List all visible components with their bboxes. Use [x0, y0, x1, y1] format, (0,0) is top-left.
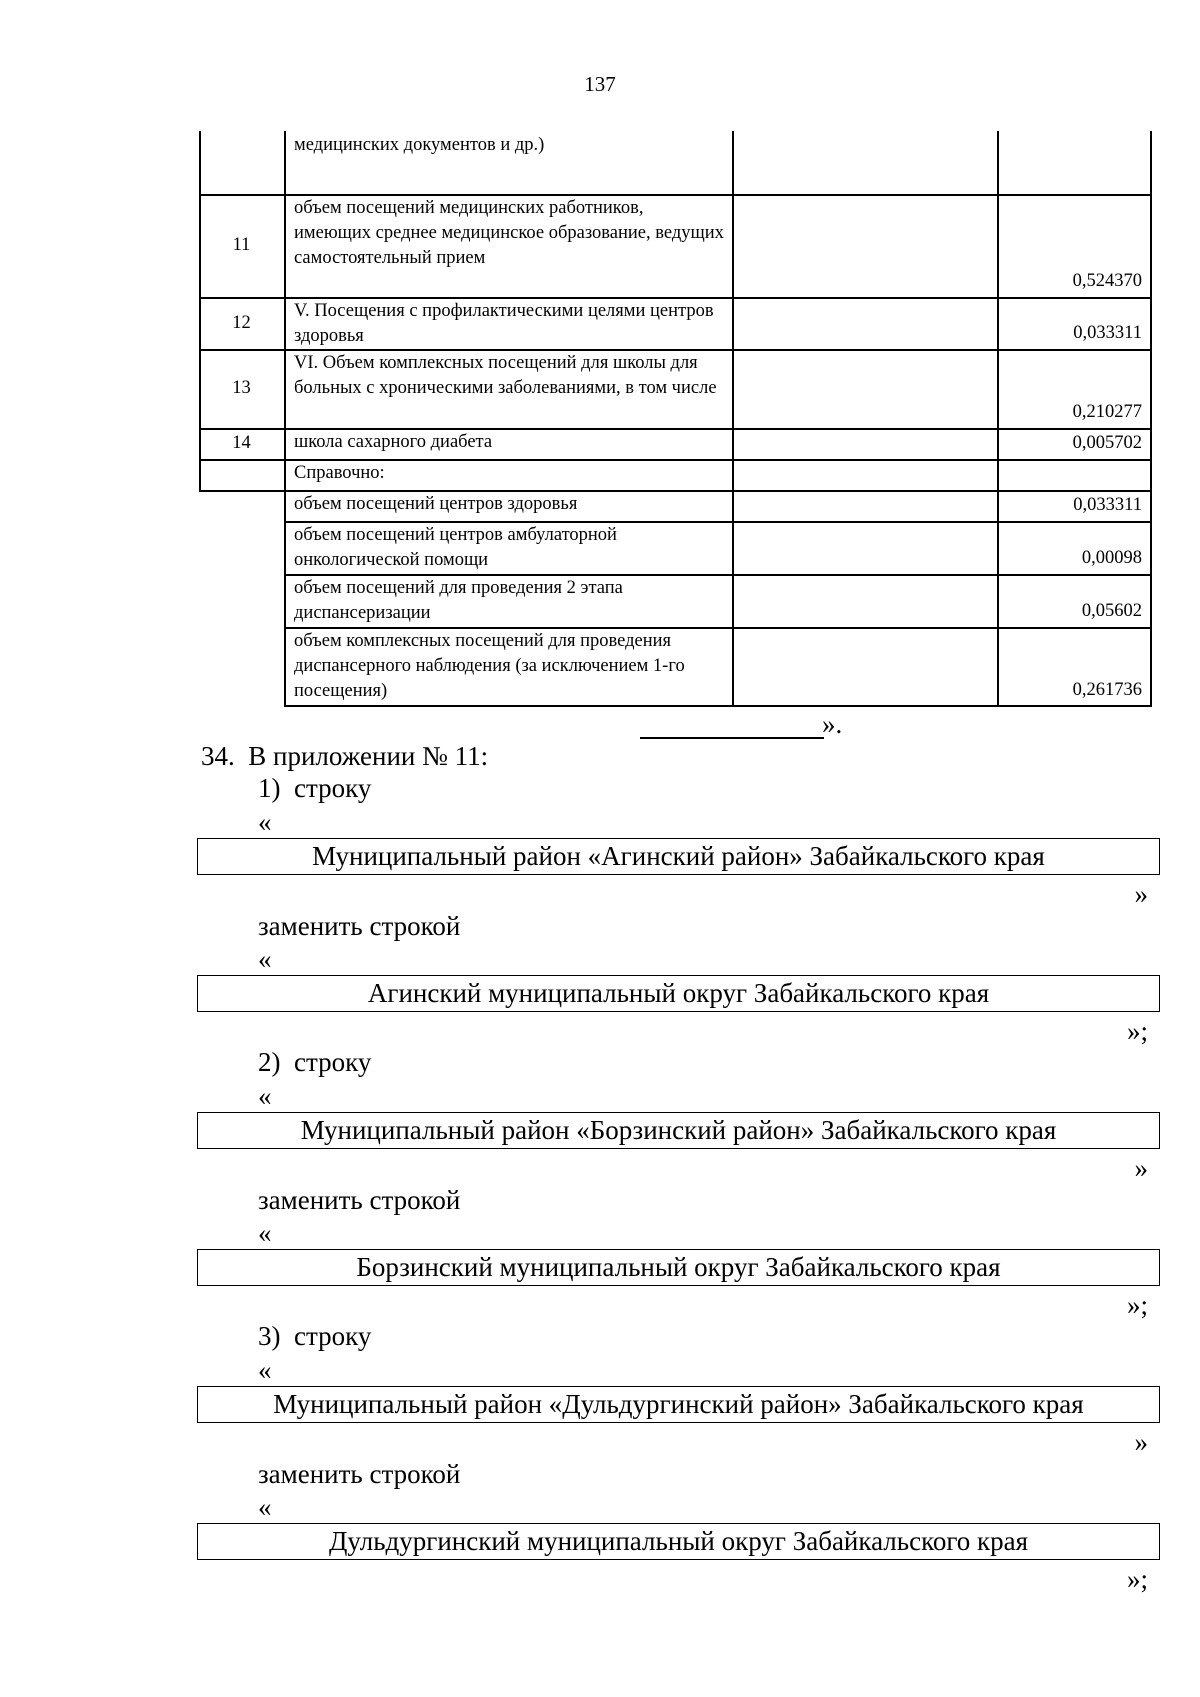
row-name: медицинских документов и др.)	[294, 135, 545, 155]
table-border	[284, 627, 1152, 629]
open-quote: «	[258, 944, 272, 974]
table-row	[199, 490, 1151, 521]
table-row	[199, 459, 1151, 490]
table-row	[199, 349, 1151, 428]
table-row	[199, 627, 1151, 706]
table-border	[199, 349, 1152, 351]
row-name: VI. Объем комплексных посещений для школы для больных с хроническими заболеваниями, в том числе	[294, 353, 717, 398]
table-row	[199, 131, 1151, 194]
close-quote: »;	[1126, 1564, 1148, 1594]
table-closing-quote: ».	[822, 709, 843, 739]
row-name: Справочно:	[294, 463, 385, 483]
section-heading: 34. В приложении № 11:	[201, 741, 489, 771]
row-value: 0,005702	[1072, 433, 1142, 453]
new-row-box: Дульдургинский муниципальный округ Забайкальского края	[197, 1523, 1160, 1560]
open-quote: «	[258, 1081, 272, 1111]
close-quote: »	[1134, 879, 1148, 909]
old-row-box: Муниципальный район «Агинский район» Забайкальского края	[197, 838, 1160, 875]
close-quote: »;	[1126, 1016, 1148, 1046]
row-value: 0,524370	[1072, 271, 1142, 291]
row-value	[997, 131, 1151, 194]
old-row-box: Муниципальный район «Борзинский район» Забайкальского края	[197, 1112, 1160, 1149]
row-value: 0,05602	[1081, 601, 1142, 621]
table-row	[199, 297, 1151, 349]
table-border	[284, 131, 286, 706]
row-number: 14	[232, 433, 251, 453]
row-name: объем комплексных посещений для проведения диспансерного наблюдения (за исключением 1-го посещения)	[294, 631, 685, 701]
close-quote: »	[1134, 1153, 1148, 1183]
table-border	[284, 705, 1152, 707]
table-border	[199, 428, 1152, 430]
signature-underline	[640, 737, 824, 739]
close-quote: »	[1134, 1427, 1148, 1457]
open-quote: «	[258, 1218, 272, 1248]
row-value	[997, 459, 1151, 490]
row-value: 0,033311	[1073, 323, 1142, 343]
table-border	[199, 490, 1152, 492]
table-border	[199, 131, 201, 490]
table-row	[199, 521, 1151, 574]
replace-label: заменить строкой	[258, 911, 461, 941]
page-number: 137	[584, 72, 616, 96]
table-row	[199, 574, 1151, 627]
open-quote: «	[258, 1355, 272, 1385]
item-label: 2) строку	[258, 1047, 372, 1077]
table-border	[284, 521, 1152, 523]
replace-label: заменить строкой	[258, 1459, 461, 1489]
close-quote: »;	[1126, 1290, 1148, 1320]
row-value: 0,210277	[1072, 402, 1142, 422]
replace-label: заменить строкой	[258, 1185, 461, 1215]
row-name: объем посещений медицинских работников, имеющих среднее медицинское образование, ведущих самостоятельный прием	[294, 198, 724, 268]
row-number	[199, 131, 284, 194]
row-name: объем посещений центров амбулаторной онкологической помощи	[294, 525, 617, 570]
old-row-box: Муниципальный район «Дульдургинский район» Забайкальского края	[197, 1386, 1160, 1423]
table-border	[997, 131, 999, 706]
row-number: 13	[232, 378, 251, 398]
row-number: 11	[232, 235, 251, 255]
table-border	[284, 574, 1152, 576]
table-border	[732, 131, 734, 706]
open-quote: «	[258, 1492, 272, 1522]
table-row	[199, 428, 1151, 459]
table-border	[199, 194, 1152, 196]
row-name: объем посещений центров здоровья	[294, 494, 578, 514]
table-border	[199, 459, 1152, 461]
row-name: V. Посещения с профилактическими целями центров здоровья	[294, 301, 714, 346]
item-label: 1) строку	[258, 773, 372, 803]
table-border	[1150, 131, 1152, 706]
row-name: школа сахарного диабета	[294, 432, 493, 452]
table-border	[199, 297, 1152, 299]
new-row-box: Борзинский муниципальный округ Забайкальского края	[197, 1249, 1160, 1286]
new-row-box: Агинский муниципальный округ Забайкальского края	[197, 975, 1160, 1012]
row-name: объем посещений для проведения 2 этапа диспансеризации	[294, 578, 623, 623]
item-label: 3) строку	[258, 1321, 372, 1351]
row-number	[199, 459, 284, 490]
row-value: 0,261736	[1072, 680, 1142, 700]
row-number: 12	[232, 312, 251, 333]
row-value: 0,033311	[1073, 495, 1142, 515]
table-row	[199, 194, 1151, 297]
row-value: 0,00098	[1081, 548, 1142, 568]
open-quote: «	[258, 807, 272, 837]
